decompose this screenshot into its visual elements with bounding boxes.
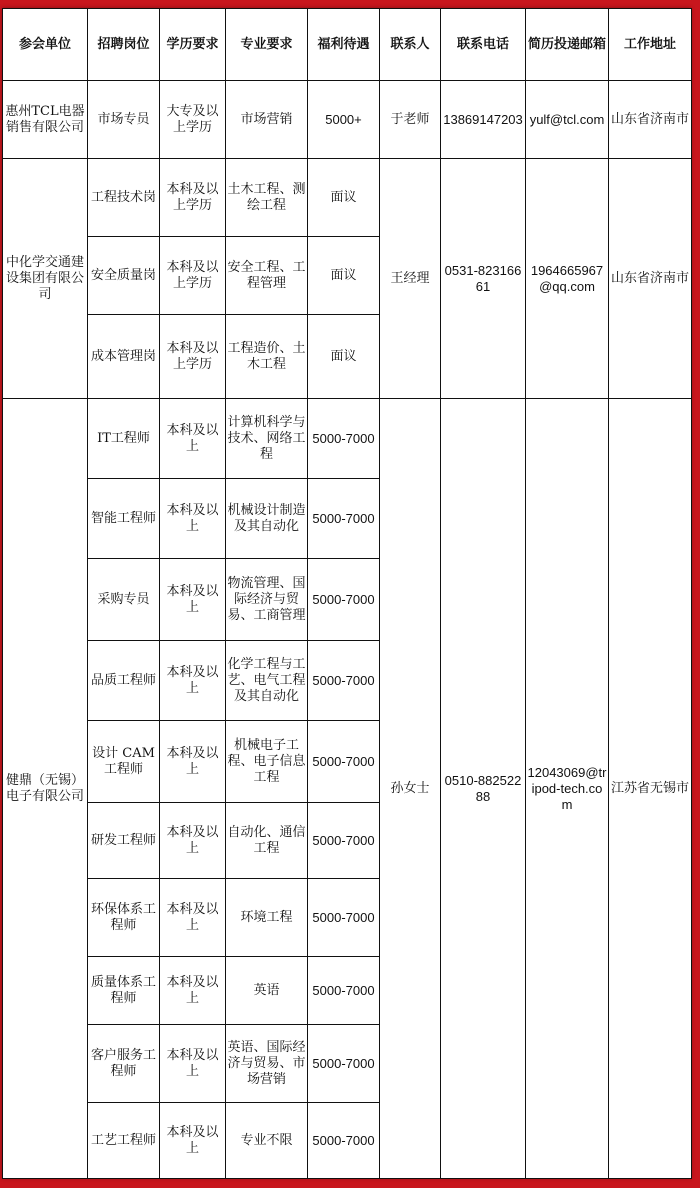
company-name: 中化学交通建设集团有限公司: [3, 159, 88, 399]
position-education: 本科及以上: [160, 559, 226, 641]
position-title: 成本管理岗: [88, 315, 160, 399]
position-salary: 5000-7000: [308, 803, 380, 879]
company-email: 1964665967@qq.com: [526, 159, 609, 399]
position-major: 机械设计制造及其自动化: [226, 479, 308, 559]
header-education: 学历要求: [160, 9, 226, 81]
position-title: IT工程师: [88, 399, 160, 479]
header-position: 招聘岗位: [88, 9, 160, 81]
position-title: 研发工程师: [88, 803, 160, 879]
position-education: 本科及以上学历: [160, 159, 226, 237]
header-company: 参会单位: [3, 9, 88, 81]
position-education: 本科及以上: [160, 479, 226, 559]
position-salary: 面议: [308, 315, 380, 399]
company-address: 山东省济南市: [609, 159, 692, 399]
position-salary: 5000-7000: [308, 721, 380, 803]
company-phone: 0510-88252288: [441, 399, 526, 1179]
company-email: 12043069@tripod-tech.com: [526, 399, 609, 1179]
position-title: 环保体系工程师: [88, 879, 160, 957]
header-row: [3, 9, 692, 81]
header-salary: 福利待遇: [308, 9, 380, 81]
company-phone: 13869147203: [441, 81, 526, 159]
position-education: 本科及以上: [160, 957, 226, 1025]
position-major: 环境工程: [226, 879, 308, 957]
company-phone: 0531-82316661: [441, 159, 526, 399]
table-row: [3, 159, 692, 237]
position-salary: 5000-7000: [308, 479, 380, 559]
company-name: 惠州TCL电器销售有限公司: [3, 81, 88, 159]
position-title: 安全质量岗: [88, 237, 160, 315]
position-title: 采购专员: [88, 559, 160, 641]
header-phone: 联系电话: [441, 9, 526, 81]
recruitment-table: [2, 8, 692, 1179]
header-address: 工作地址: [609, 9, 692, 81]
company-name: 健鼎（无锡）电子有限公司: [3, 399, 88, 1179]
position-salary: 5000-7000: [308, 879, 380, 957]
position-salary: 面议: [308, 159, 380, 237]
position-major: 工程造价、土木工程: [226, 315, 308, 399]
position-title: 智能工程师: [88, 479, 160, 559]
position-education: 本科及以上: [160, 1025, 226, 1103]
position-title: 工艺工程师: [88, 1103, 160, 1179]
position-salary: 5000-7000: [308, 559, 380, 641]
position-salary: 面议: [308, 237, 380, 315]
header-major: 专业要求: [226, 9, 308, 81]
position-major: 自动化、通信工程: [226, 803, 308, 879]
table-row: [3, 81, 692, 159]
position-major: 机械电子工程、电子信息工程: [226, 721, 308, 803]
position-title: 客户服务工程师: [88, 1025, 160, 1103]
company-contact: 王经理: [380, 159, 441, 399]
position-major: 化学工程与工艺、电气工程及其自动化: [226, 641, 308, 721]
recruitment-table-frame: [2, 8, 691, 1178]
position-salary: 5000-7000: [308, 1103, 380, 1179]
position-education: 本科及以上: [160, 879, 226, 957]
company-address: 山东省济南市: [609, 81, 692, 159]
position-education: 本科及以上: [160, 399, 226, 479]
position-education: 本科及以上: [160, 641, 226, 721]
position-education: 本科及以上学历: [160, 237, 226, 315]
position-education: 本科及以上: [160, 721, 226, 803]
position-title: 市场专员: [88, 81, 160, 159]
position-major: 市场营销: [226, 81, 308, 159]
position-education: 本科及以上: [160, 803, 226, 879]
company-contact: 于老师: [380, 81, 441, 159]
table-row: [3, 399, 692, 479]
header-contact: 联系人: [380, 9, 441, 81]
position-education: 本科及以上: [160, 1103, 226, 1179]
company-address: 江苏省无锡市: [609, 399, 692, 1179]
position-title: 设计 CAM 工程师: [88, 721, 160, 803]
position-education: 本科及以上学历: [160, 315, 226, 399]
position-major: 英语、国际经济与贸易、市场营销: [226, 1025, 308, 1103]
position-major: 土木工程、测绘工程: [226, 159, 308, 237]
position-salary: 5000-7000: [308, 957, 380, 1025]
position-title: 品质工程师: [88, 641, 160, 721]
position-salary: 5000-7000: [308, 399, 380, 479]
company-email: yulf@tcl.com: [526, 81, 609, 159]
position-salary: 5000+: [308, 81, 380, 159]
position-title: 质量体系工程师: [88, 957, 160, 1025]
company-contact: 孙女士: [380, 399, 441, 1179]
position-education: 大专及以上学历: [160, 81, 226, 159]
header-email: 简历投递邮箱: [526, 9, 609, 81]
position-salary: 5000-7000: [308, 1025, 380, 1103]
position-major: 英语: [226, 957, 308, 1025]
position-major: 物流管理、国际经济与贸易、工商管理: [226, 559, 308, 641]
position-salary: 5000-7000: [308, 641, 380, 721]
position-title: 工程技术岗: [88, 159, 160, 237]
position-major: 专业不限: [226, 1103, 308, 1179]
position-major: 计算机科学与技术、网络工程: [226, 399, 308, 479]
position-major: 安全工程、工程管理: [226, 237, 308, 315]
